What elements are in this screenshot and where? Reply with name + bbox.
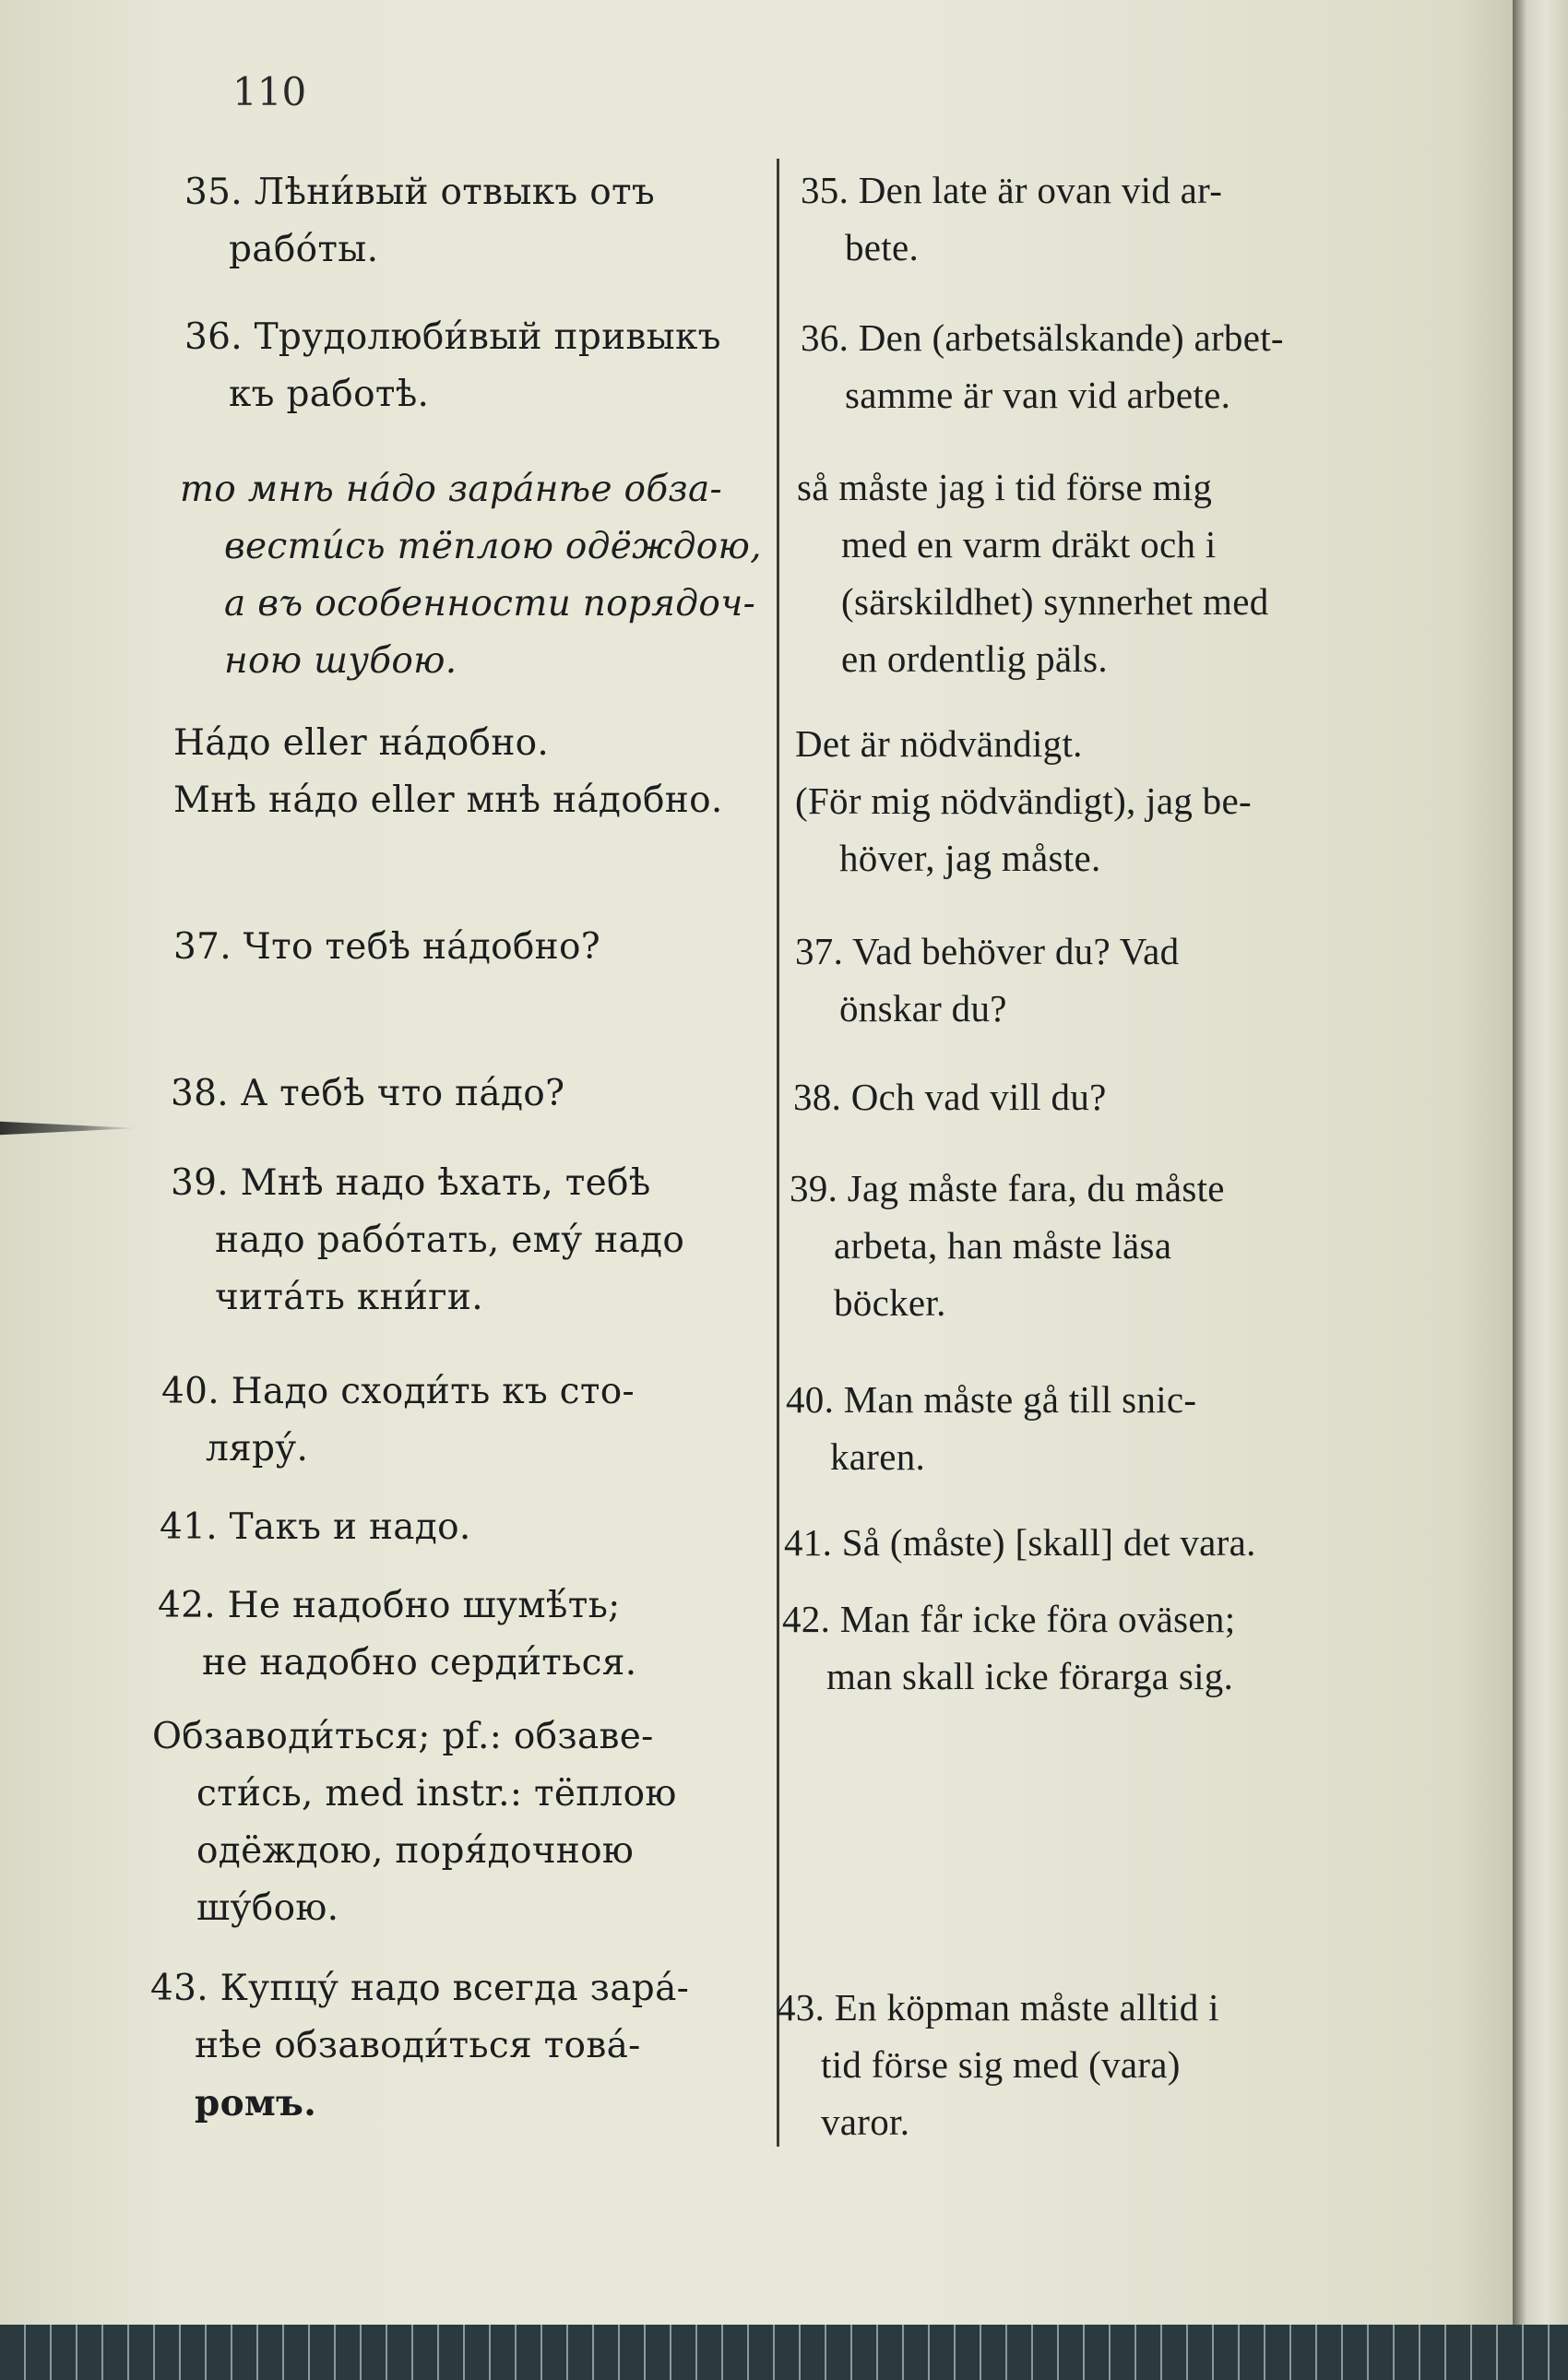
pen-tip-shadow	[0, 1112, 138, 1145]
text-line: нѣе обзаводи́ться това́-	[195, 2025, 641, 2066]
text-line: en ordentlig päls.	[841, 637, 1108, 680]
text-line: (särskildhet) synnerhet med	[841, 580, 1269, 623]
ru-entry-36	[184, 309, 721, 423]
text-line: man skall icke förarga sig.	[826, 1655, 1234, 1697]
ru-italic-passage	[180, 461, 762, 690]
text-line: 40. Надо сходи́ть къ сто-	[161, 1371, 635, 1412]
text-line: bete.	[845, 226, 920, 268]
ru-entry-35	[184, 164, 655, 279]
ru-note-obzavoditsya	[152, 1708, 677, 1937]
text-line: önskar du?	[839, 987, 1007, 1029]
text-line: Мнѣ на́до eller мнѣ на́добно.	[173, 779, 723, 821]
text-line: 41. Такъ и надо.	[160, 1506, 471, 1548]
text-line: то мнѣ на́до зара́нѣе обза-	[180, 469, 723, 510]
ru-entry-39	[171, 1155, 684, 1327]
text-line: 38. А тебѣ что па́до?	[171, 1073, 565, 1114]
text-line: ляру́.	[206, 1428, 309, 1470]
page-number: 110	[232, 69, 307, 114]
sv-entry-43	[777, 1979, 1219, 2150]
ru-entry-43	[150, 1960, 689, 2132]
sv-entry-37	[795, 922, 1179, 1037]
text-line: arbeta, han måste läsa	[834, 1224, 1172, 1267]
text-line: не надобно серди́ться.	[202, 1642, 637, 1684]
text-line: 39. Jag måste fara, du måste	[790, 1167, 1225, 1209]
text-line: а въ особенности порядоч-	[224, 583, 756, 625]
text-line: 40. Man måste gå till snic-	[786, 1378, 1197, 1421]
text-line: höver, jag måste.	[839, 837, 1101, 879]
text-line: 43. Купцу́ надо всегда зара́-	[150, 1968, 690, 2009]
text-line: 41. Så (måste) [skall] det vara.	[784, 1521, 1256, 1564]
text-line: tid förse sig med (vara)	[821, 2043, 1181, 2086]
text-line: къ работѣ.	[229, 374, 430, 415]
text-line: 37. Что тебѣ на́добно?	[173, 926, 600, 968]
sv-entry-39	[790, 1160, 1225, 1331]
sv-note	[795, 715, 1252, 887]
page-edge	[1513, 0, 1568, 2325]
column-divider	[777, 159, 779, 2147]
sv-entry-41	[784, 1514, 1256, 1571]
ru-entry-42	[158, 1577, 636, 1692]
text-line: 35. Лѣни́вый отвыкъ отъ	[184, 172, 655, 213]
sv-entry-40	[786, 1371, 1196, 1485]
text-line: 38. Och vad vill du?	[793, 1076, 1107, 1118]
text-line: 39. Мнѣ надо ѣхать, тебѣ	[171, 1162, 651, 1204]
sv-passage	[797, 458, 1269, 687]
text-line: ромъ.	[195, 2082, 317, 2124]
text-line: шу́бою.	[196, 1887, 339, 1929]
text-line: надо рабо́тать, ему́ надо	[215, 1220, 685, 1261]
text-line: чита́ть кни́ги.	[215, 1277, 483, 1318]
text-line: 36. Трудолюби́вый привыкъ	[184, 316, 721, 358]
text-line: 36. Den (arbetsälskande) arbet-	[801, 316, 1284, 359]
text-line: karen.	[830, 1435, 926, 1478]
text-line: 35. Den late är ovan vid ar-	[801, 169, 1223, 211]
text-line: så måste jag i tid förse mig	[797, 466, 1213, 508]
text-line: сти́сь, med instr.: тёплою	[196, 1773, 677, 1815]
text-line: рабо́ты.	[229, 229, 379, 270]
ru-entry-41	[160, 1499, 471, 1556]
text-line: вести́сь тёплою одёждою,	[224, 526, 762, 567]
text-line: samme är van vid arbete.	[845, 374, 1231, 416]
sv-entry-38	[793, 1068, 1107, 1125]
text-line: 43. En köpman måste alltid i	[777, 1986, 1219, 2029]
text-line: varor.	[821, 2100, 910, 2143]
sv-entry-35	[801, 161, 1222, 276]
text-line: (För mig nödvändigt), jag be-	[795, 779, 1252, 822]
text-line: 37. Vad behöver du? Vad	[795, 930, 1180, 972]
text-line: Обзаводи́ться; pf.: обзаве-	[152, 1716, 654, 1757]
scan-ruler-strip	[0, 2325, 1568, 2380]
text-line: 42. Man får icke föra oväsen;	[782, 1598, 1236, 1640]
sv-entry-36	[801, 309, 1284, 423]
text-line: ною шубою.	[224, 640, 457, 682]
ru-note-nado	[173, 715, 723, 829]
ru-entry-37	[173, 919, 600, 976]
text-line: одёждою, поря́дочною	[196, 1830, 635, 1872]
text-line: böcker.	[834, 1281, 946, 1324]
ru-entry-38	[171, 1065, 564, 1123]
text-line: Det är nödvändigt.	[795, 722, 1083, 765]
ru-entry-40	[161, 1363, 635, 1478]
text-line: med en varm dräkt och i	[841, 523, 1217, 565]
text-line: На́до eller на́добно.	[173, 722, 550, 764]
sv-entry-42	[782, 1590, 1235, 1705]
text-line: 42. Не надобно шумѣ́ть;	[158, 1585, 621, 1626]
